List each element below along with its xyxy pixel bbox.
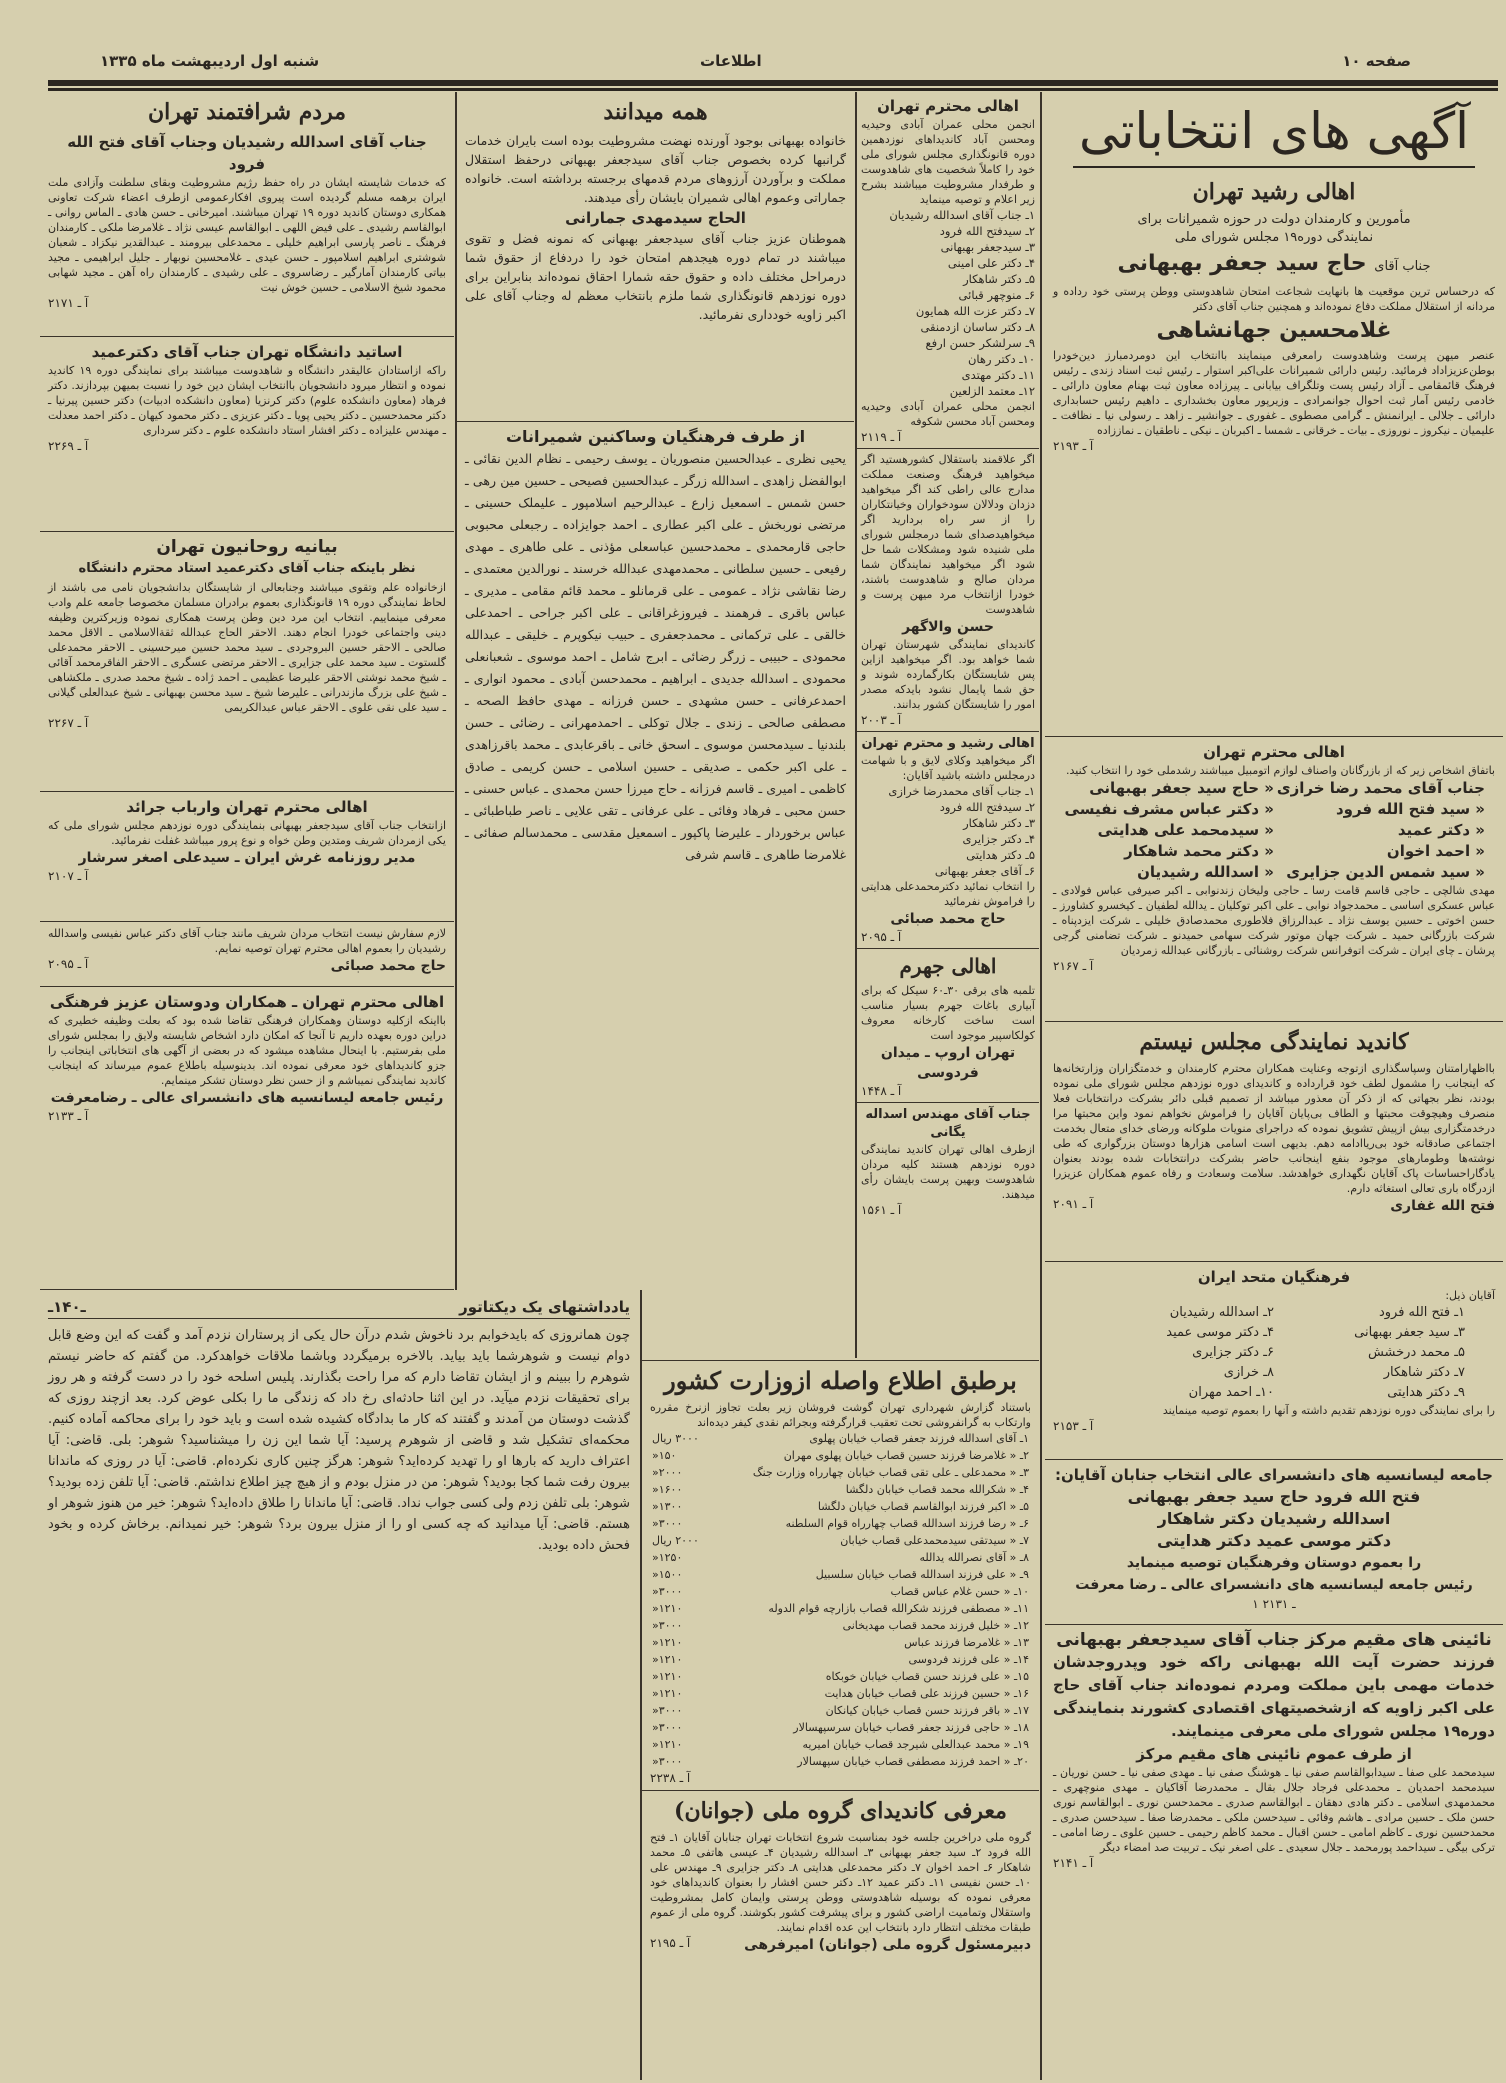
ad-heading: معرفی کاندیدای گروه ملی (جوانان) — [674, 1798, 1007, 1824]
fine-amount: ۱۶۰۰« — [652, 1483, 683, 1496]
ad-body: اگر علاقمند باستقلال کشورهستید اگر میخواهید فرهنگ وصنعت مملکت مدارج عالی راطی کند اگر میخواهید دزدان ودلالان سودخواران وخیانتکاران را از سر راه بردارید اگر میخواهیدصدای شما درمجلس شورای ملی شنیده شود ومشکلات شما حل شود اگر میخواهید نمایندگان شما مردان صالح و شاهدوست باشند، خودرا ازانتخاب مرد میهن پرست و شاهدوست — [861, 453, 1035, 616]
ad-omran-abadi — [857, 92, 1039, 449]
ad-heading: از طرف فرهنگیان وساکنین شمیرانات — [505, 427, 806, 446]
ad-line: را بعموم دوستان وفرهنگیان توصیه مینماید — [1126, 1555, 1422, 1571]
list-item: « دکتر عمید — [1397, 821, 1485, 839]
signature: انجمن محلی عمران آبادی وحیدیه ومحسن آباد محسن شکوفه — [861, 400, 1035, 428]
fine-amount: ۲۰۰۰ ریال — [652, 1534, 699, 1547]
masthead-rule — [48, 80, 1498, 88]
fine-amount: ۱۲۱۰« — [652, 1653, 683, 1666]
list-item: « سیدمحمد علی هدایتی — [1097, 821, 1274, 839]
ad-heading: اهالی محترم تهران — [877, 97, 1019, 115]
fine-amount: ۲۰۰۰« — [652, 1466, 683, 1479]
ad-body: راکه ازاستادان عالیقدر دانشگاه و شاهدوست میباشند برای نمایندگی دوره ۱۹ کاندید نموده و انتظار میرود دانشجویان باانتخاب ایشان دین خود را نسبت بمیهن بپردازند. دکتر فرهاد (معاون دانشکده علوم) دکتر کرنزیا (معاون دانشکده ادبیات) دکتر حسین پیرنیا ـ دکتر محمدحسین ـ دکتر یحیی پویا ـ دکتر عزیزی ـ دکتر محمود کیهان ـ دکتر احمد معدلت ـ مهندس علیزاده ـ دکتر افشار استاد دانشکده علوم ـ دکتر سرداری — [48, 364, 446, 437]
table-row — [650, 1464, 1031, 1481]
list-item: ۱ـ فتح الله فرود — [1378, 1305, 1465, 1320]
ad-lead: فرزند حضرت آیت الله بهبهانی راکه خود وپدروجدشان خدمات مهمی باین مملکت ومردم نموده‌اند جناب آقای حاج علی اکبر زاویه که ازشخصیتهای اقتصادی کشورند بنمایندگی دوره۱۹ مجلس شورای ملی معرفی مینمایند. — [1053, 1653, 1495, 1740]
ad-code: آ ـ ۲۱۵۳ — [1053, 1419, 1094, 1433]
ad-code: آ ـ ۲۰۹۵ — [48, 957, 89, 971]
fine-amount: ۳۰۰۰ ریال — [652, 1432, 699, 1445]
fine-amount: ۱۲۱۰« — [652, 1602, 683, 1615]
ad-code: آ ـ ۲۱۷۱ — [48, 296, 89, 310]
list-item: ۴ـ دکتر موسی عمید — [1166, 1325, 1274, 1340]
butcher-name: ۱ـ آقای اسدالله فرزند جعفر قصاب خیابان پهلوی — [809, 1432, 1029, 1445]
butcher-name: ۶ـ « رضا فرزند اسدالله قصاب چهارراه قوام السلطنه — [785, 1517, 1029, 1530]
ad-body: را برای نمایندگی دوره نوزدهم تقدیم داشته و آنها را بعموم توصیه مینمایند — [1162, 1404, 1495, 1417]
ad-press — [40, 792, 454, 922]
ad-code: آ ـ ۲۱۰۷ — [48, 869, 89, 883]
ad-teacher-colleagues — [40, 987, 454, 1290]
fine-amount: ۱۲۱۰« — [652, 1687, 683, 1700]
table-row — [650, 1430, 1031, 1447]
fine-amount: ۱۲۱۰« — [652, 1738, 683, 1751]
candidate-list — [861, 783, 1035, 879]
list-item: ۹ـ سرلشکر حسن ارفع — [925, 336, 1035, 350]
ad-code: آ ـ ۲۱۶۷ — [1053, 959, 1094, 973]
list-item: جناب آقای محمد رضا خرازی — [1276, 779, 1485, 797]
fine-amount: ۱۳۰۰« — [652, 1500, 683, 1513]
ad-body: کاندیدای نمایندگی شهرستان تهران شما خواهد بود. اگر میخواهید ازاین پس شایستگان بکارگمارده شوند و حق شما پایمال نشود بایدکه مصدر امور را شایستگان کشور بدانند. — [861, 638, 1035, 711]
table-row — [650, 1447, 1031, 1464]
list-item: ۱ـ جناب آقای اسدالله رشیدیان — [889, 208, 1035, 222]
column-divider — [1040, 92, 1042, 2080]
newspaper-name: اطلاعات — [700, 52, 762, 70]
table-row — [650, 1668, 1031, 1685]
serial-title: یادداشتهای یک دیکتاتور — [459, 1298, 630, 1316]
issue-date: شنبه اول اردیبهشت ماه ۱۳۳۵ — [100, 52, 320, 70]
fine-amount: ۱۲۱۰« — [652, 1670, 683, 1683]
ad-body: را انتخاب نمائید دکترمحمدعلی هدایتی را فراموش نفرمائید — [861, 880, 1035, 908]
butcher-name: ۹ـ « علی فرزند اسدالله قصاب خیابان سلسبیل — [815, 1568, 1029, 1581]
table-row — [650, 1498, 1031, 1515]
list-item: ۹ـ دکتر هدایتی — [1387, 1385, 1465, 1400]
ad-subheading: نظر باینکه جناب آقای دکترعمید استاد محترم دانشگاه — [78, 561, 416, 576]
list-item: ۱۲ـ معتمد الزلعین — [949, 384, 1035, 398]
butcher-name: ۸ـ « آقای نصرالله یدالله — [919, 1551, 1029, 1564]
ad-body: بااظهارامتنان وسپاسگذاری ازتوجه وعنایت همکاران محترم کارمندان و خدمتگزاران وزارتخانه‌ها که اینجانب را مشمول لطف خود قرارداده و کاندیدای دوره نوزدهم مجلس شورای ملی نموده بودند، نظر بجهاتی که از ذکر آن معذور میباشد از تصمیم قبلی دائر بشرکت درانتخابات فعلا منصرف وهیچوقت محبتها و الطاف بی‌پایان آقایان را فراموش نخواهم نمود واین محبتها مرا درخدمتگزاری بیش ازپیش تشویق نموده که دراجرای منویات ملوکانه ورضای خدای متعال بخدمت اجتماعی صادقانه خود بی‌ریاادامه دهم. بدیهی است اسامی هزارها دوستان بزرگواری که طی نوشته‌ها وطومارهای موجود بنفع اینجانب حاضر بشرکت درانتخابات شده بودند بعنوان یادگاراحساسات پاک آقایان نگهداری خواهدشد. سلامت وسعادت و رفاه عموم همکاران عزیزرا ازدرگاه باری تعالی استغاثه دارم. — [1053, 1062, 1495, 1195]
ad-heading: بیانیه روحانیون تهران — [156, 537, 338, 557]
ad-line: اسدالله رشیدیان دکتر شاهکار — [1157, 1509, 1391, 1528]
list-item: ۶ـ آقای جعفر بهبهانی — [934, 864, 1035, 878]
signature: مدیر روزنامه غرش ایران ـ سیدعلی اصغر سرشار — [78, 850, 416, 866]
ad-code: آ ـ ۲۱۹۵ — [650, 1936, 691, 1950]
ad-code: آ ـ ۲۰۹۱ — [1053, 1197, 1094, 1211]
list-item: ۳ـ سیدجعفر بهبهانی — [940, 240, 1035, 254]
notice-intro: باستناد گزارش شهرداری تهران گوشت فروشان زیر بعلت تجاوز ازنرخ مقرره وارتکاب به گرانفروشی تحت تعقیب قرارگرفته وبجرائم نقدی کیفر دیده‌اند — [650, 1401, 1031, 1429]
list-item: ۸ـ خرازی — [1223, 1365, 1274, 1380]
signature: حاج محمد صبائی — [330, 958, 446, 974]
ad-code: آ ـ ۲۱۱۹ — [861, 430, 902, 444]
ad-naini-residents — [1045, 1625, 1503, 2080]
ad-body: که درحساس ترین موقعیت ها بانهایت شجاعت امتحان شاهدوستی ووطن پرستی خود رداده و مردانه از استقلال مملکت دفاع نموده‌اند و همچنین جناب آقای دکتر — [1053, 285, 1495, 313]
ad-code: آ ـ ۲۲۶۹ — [48, 439, 89, 453]
ad-code: آ ـ ۱۵۶۱ — [861, 1203, 902, 1217]
ad-line: فتح الله فرود حاج سید جعفر بهبهانی — [1127, 1487, 1421, 1506]
ad-code: آ ـ ۲۰۰۳ — [861, 713, 902, 727]
list-item: « دکتر عباس مشرف نفیسی — [1064, 800, 1274, 818]
list-item: « احمد اخوان — [1386, 842, 1485, 860]
ad-heading: اساتید دانشگاه تهران جناب آقای دکترعمید — [91, 343, 403, 361]
label: جناب آقای — [1374, 259, 1431, 274]
serial-number: ـ۱۴۰ـ — [48, 1298, 86, 1316]
list-item: ۱ـ جناب آقای محمدرضا خرازی — [888, 784, 1035, 798]
bottom-center-column — [642, 1360, 1039, 2077]
ministry-notice — [642, 1361, 1039, 1791]
ad-code: آ ـ ۲۱۹۳ — [1053, 439, 1094, 453]
list-item: ۵ـ دکتر هدایتی — [966, 848, 1035, 862]
butcher-name: ۲۰ـ « احمد فرزند مصطفی قصاب خیابان سپهسالار — [797, 1755, 1029, 1768]
butcher-name: ۱۴ـ « علی فرزند فردوسی — [908, 1653, 1029, 1666]
ad-rashid-tehran — [1045, 92, 1503, 737]
candidate-list — [1053, 1303, 1495, 1403]
table-row — [650, 1481, 1031, 1498]
ad-code: آ ـ ۲۲۶۷ — [48, 716, 89, 730]
signature: رئیس جامعه لیسانسیه های دانشسرای عالی ـ رضامعرفت — [50, 1090, 444, 1106]
table-row — [650, 1753, 1031, 1770]
fine-amount: ۱۲۵۰« — [652, 1551, 683, 1564]
ad-body: مهدی شالچی ـ حاجی قاسم قامت رسا ـ حاجی ولیخان زندنوابی ـ اکبر صیرفی عباس فولادی ـ عباس عسکری اساسی ـ محمدجواد نوابی ـ علی اکبر توکلیان ـ یدالله لطفیان ـ کیخسرو کشاورز ـ حسن اخوتی ـ حسین یوسف نژاد ـ عبدالرزاق فلاطوری محمدصادق خلیلی ـ شرکت ایزدپناه ـ شرکت بازرگانی حمید ـ شرکت جهان موتور شرکت سهامی حمیدنو ـ شرکت تضامنی گرجی پرشان ـ چای ایران ـ شرکت اتوفرانس شرکت روشنائی ـ بازرگانی عبدالله زمردیان — [1053, 884, 1495, 957]
ad-body: گروه ملی دراخرین جلسه خود بمناسبت شروع انتخابات تهران جنابان آقایان ۱ـ فتح الله فرود ۲ـ سید جعفر بهبهانی ۳ـ اسدالله رشیدیان ۴ـ عیسی هاتفی ۵ـ محمد شاهکار ۶ـ احمد اخوان ۷ـ دکتر محمدعلی هدایتی ۸ـ دکتر جزایری ۹ـ مهندس علی ۱۰ـ حسن نفیسی ۱۱ـ دکتر عمید ۱۲ـ دکتر حسن افشار را بعنوان کاندیداهای خود معرفی نموده که بوسیله شاهدوستی ووطن پرستی وایمان کامل بمشروطیت واستقلال وتمامیت اراضی کشور و برای پیشرفت کشور بکوشند. گروه ملی از عموم طبقات مختلف انتظار دارد بانتخاب این عده اقدام نمایند. — [650, 1831, 1031, 1934]
butcher-name: ۲ـ « غلامرضا فرزند حسین قصاب خیابان پهلوی مهران — [783, 1449, 1029, 1462]
ad-heading: نائینی های مقیم مرکز جناب آقای سیدجعفر بهبهانی — [1056, 1630, 1492, 1650]
fine-amount: ۱۲۱۰« — [652, 1636, 683, 1649]
table-row — [650, 1515, 1031, 1532]
ad-not-candidate — [1045, 1022, 1503, 1262]
serial-dictator-memoirs — [40, 1292, 638, 2077]
list-item: ۴ـ دکتر علی امینی — [947, 256, 1035, 270]
ad-code: آ ـ ۲۱۴۱ — [1053, 1856, 1094, 1870]
ad-recommendation — [40, 922, 454, 987]
candidate-list — [861, 207, 1035, 399]
table-row — [650, 1617, 1031, 1634]
fines-table — [650, 1430, 1031, 1770]
column-1 — [40, 92, 454, 1290]
ad-jahrom — [857, 949, 1039, 1103]
ad-body: تلمبه های برقی ۳۰ـ۶۰ سیکل که برای آبیاری باغات جهرم بسیار مناسب است ساخت کارخانه معروف کولکاسپیر موجود است — [861, 984, 1035, 1042]
ad-code: آ ـ ۱۴۴۸ — [861, 1084, 902, 1098]
candidate-name: حاج سید جعفر بهبهانی — [1117, 251, 1367, 276]
table-row — [650, 1583, 1031, 1600]
ad-heading: جناب آقای مهندس اسداله یگانی — [865, 1107, 1031, 1140]
ad-heading: اهالی رشید و محترم تهران — [861, 736, 1035, 751]
list-item: ۲ـ اسدالله رشیدیان — [1169, 1305, 1274, 1320]
ad-body: عنصر میهن پرست وشاهدوست رامعرفی مینمایند باانتخاب این دومردمبارز دین‌خودرا بوطن‌عزیزاداد فرمائید. رئیس دارائی شمیرانات علی‌اکبر استوار ـ رئیس ثبت اسناد زندی ـ رئیس فرهنگ قائمقامی ـ آزاد رئیس پست وتلگراف بیابانی ـ پیرزاده معاون ثبت بهنام معاون دارائی ـ خادمی رئیس آمار ثبت احوال جوانمرادی ـ وزیرپور معاون بخشداری ـ داهیم رئیس حسابداری دارائی ـ جلالی ـ ایرانمنش ـ گرامی مصطوی ـ غفوری ـ جوانشیر ـ زاهد ـ رسولی نیا ـ نظافت ـ علیمیان ـ نیکروز ـ نوروزی ـ بیات ـ خرقانی ـ شمسا ـ اکبربان ـ نیکی ـ ناطقیان ـ نماززاده — [1053, 349, 1495, 437]
butcher-name: ۱۷ـ « باقر فرزند حسن قصاب خیابان کیانکان — [825, 1704, 1029, 1717]
butcher-name: ۷ـ « سیدتقی سیدمحمدعلی قصاب خیابان — [840, 1534, 1029, 1547]
list-item: « سید شمس الدین جزایری — [1286, 863, 1485, 881]
signature: دبیرمسئول گروه ملی (جوانان) امیرفرهی — [744, 1937, 1031, 1953]
ad-rashid-respected — [857, 732, 1039, 949]
ad-graduates-society — [1045, 1460, 1503, 1625]
ad-body: ازخانواده علم وتقوی میباشند وجنابعالی از شایستگان بدانشجویان نامی می باشند از لحاظ نمایندگی دوره ۱۹ قانونگذاری بعموم برادران مسلمان مخصوصا جامعه علم وادب معرفی مینماییم. انتخاب این مرد دین وطن پرست همکاری نموده وزیرکترین وظیفه دینی واجتماعی خودرا انجام دهند. الاحقر الحاج عبدالله ثقةالاسلامی ـ الاقل محمد صالحی ـ الاحقر حسین البروجردی ـ سید محمد حسین میرحسینی ـ الاحقر محمدعلی گلستوت ـ سید محمد علی جزایری ـ الاحقر مرتضی عسگری ـ الاحقر الفاقرمحمد آقائی ـ شیخ محمد نوشتی الاحقر علیرضا عظیمی ـ احمد ژاده ـ شیخ محمد صدری ـ ملکشاهی ـ شیخ علی بزرگ مازندرانی ـ علیرضا شیخ ـ سید محسن بهبهانی ـ شیخ عبدالعلی گیلانی ـ سید علی نقی علوی ـ الاحقر عباس عبدالکریمی — [48, 581, 446, 714]
list-item: ۷ـ دکتر شاهکار — [1383, 1365, 1465, 1380]
ad-code: آ ـ ۲۲۳۸ — [650, 1771, 691, 1785]
list-item: ۱۰ـ احمد مهران — [1188, 1385, 1274, 1400]
ad-code: آ ـ ۲۰۹۵ — [861, 930, 902, 944]
ad-engineer-yegani — [857, 1103, 1039, 1358]
ad-heading: کاندید نمایندگی مجلس نیستم — [1139, 1029, 1409, 1055]
ad-heading: اهالی محترم تهران وارباب جرائد — [126, 798, 368, 816]
ad-valagohar — [857, 449, 1039, 732]
candidate-name: حسن والاگهر — [902, 619, 994, 635]
list-item: ۷ـ دکتر عزت الله همایون — [915, 304, 1035, 318]
ad-honorable-people — [40, 92, 454, 337]
butcher-name: ۱۱ـ « مصطفی فرزند شکرالله قصاب بازارچه قوام الدوله — [768, 1602, 1029, 1615]
ad-body: هموطنان عزیز جناب آقای سیدجعفر بهبهانی که نمونه فضل و تقوی میباشند در تمام دوره هیجدهم امتحان خود را دردفاع از حقوق شما درمراحل مختلف داده و حقوق حقه شمارا احقاق نموده‌اند بنابراین برای دوره نوزدهم قانونگذاری شما ملزم بانتخاب معظم له وجناب آقای علی اکبر زاویه خودداری نفرمائید. — [465, 231, 846, 322]
ad-subheading: مأمورین و کارمندان دولت در حوزه شمیرانات برای نمایندگی دوره۱۹ مجلس شورای ملی — [1137, 212, 1411, 245]
column-3 — [857, 92, 1039, 1358]
ad-heading: همه میدانند — [603, 99, 708, 125]
table-row — [650, 1736, 1031, 1753]
list-item: ۲ـ سیدفتح الله فرود — [939, 800, 1035, 814]
list-item: « دکتر محمد شاهکار — [1124, 842, 1274, 860]
butcher-name: ۱۲ـ « خلیل فرزند محمد قصاب مهدیخانی — [842, 1619, 1029, 1632]
fine-amount: ۳۰۰۰« — [652, 1755, 683, 1768]
ad-lines — [1053, 1486, 1495, 1596]
table-row — [650, 1600, 1031, 1617]
candidate-name: غلامحسین جهانشاهی — [1156, 318, 1392, 343]
page-number: صفحه ۱۰ — [1342, 52, 1411, 70]
fine-amount: ۳۰۰۰« — [652, 1619, 683, 1632]
table-row — [650, 1702, 1031, 1719]
fine-amount: ۳۰۰۰« — [652, 1721, 683, 1734]
ad-everyone-knows — [457, 92, 854, 422]
table-row — [650, 1719, 1031, 1736]
ad-body: خانواده بهبهانی بوجود آورنده نهضت مشروطیت بوده است بایران خدمات گرانبها کرده بخصوص جناب آقای سیدجعفر بهبهانی درحفظ استقلال مملکت و برآوردن آرزوهای مردم قدمهای برجسته برداشته است. خانواده جماراتی وعموم اهالی شمیران بایشان رأی میدهند. — [465, 133, 846, 205]
notice-heading: برطبق اطلاع واصله ازوزارت کشور — [664, 1366, 1017, 1395]
butcher-name: ۱۳ـ « غلامرضا فرزند عباس — [904, 1636, 1029, 1649]
fine-amount: ۳۰۰۰« — [652, 1585, 683, 1598]
section-title: آگهی های انتخاباتی — [1073, 96, 1475, 168]
ad-subheading: جناب آقای اسدالله رشیدیان وجناب آقای فتح الله فرود — [67, 133, 427, 173]
ad-body: باتفاق اشخاص زیر که از بازرگانان واصناف لوازم اتومبیل میباشند رشدملی خود را انتخاب کنید. — [1066, 764, 1495, 777]
butcher-name: ۵ـ « اکبر فرزند ابوالقاسم قصاب خیابان دلگشا — [817, 1500, 1029, 1513]
table-row — [650, 1685, 1031, 1702]
ad-body: اگر میخواهید وکلای لایق و با شهامت درمجلس داشته باشید آقایان: — [861, 754, 1035, 782]
ad-body: ازطرف اهالی تهران کاندید نمایندگی دوره نوزدهم هستند کلیه مردان شاهدوست وبهین پرست بایشان رأی میدهند. — [861, 1143, 1035, 1201]
list-item: « سید فتح الله فرود — [1335, 800, 1485, 818]
ad-heading: فرهنگیان متحد ایران — [1197, 1268, 1351, 1286]
ad-subheading: از طرف عموم نائینی های مقیم مرکز — [1136, 1745, 1412, 1763]
ad-university-professors — [40, 337, 454, 532]
list-item: ۸ـ دکتر ساسان ازدمنقی — [920, 320, 1035, 334]
ad-body: ازانتخاب جناب آقای سیدجعفر بهبهانی بنمایندگی دوره نوزدهم مجلس شورای ملی که یکی ازمردان شریف ومتدین وطن خواه و نوع پرور میباشد غفلت نفرمائید. — [48, 819, 446, 847]
ad-heading: اهالی جهرم — [899, 954, 997, 978]
ad-tehran-merchants — [1045, 737, 1503, 1022]
list-item: ۲ـ سیدفتح الله فرود — [939, 224, 1035, 238]
ad-line: دکتر موسی عمید دکتر هدایتی — [1156, 1531, 1392, 1550]
ad-body: آقایان ذیل: — [1445, 1289, 1495, 1302]
list-item: ۶ـ منوچهر قبائی — [958, 288, 1035, 302]
ad-code: آ ـ ۲۱۳۳ — [48, 1109, 89, 1123]
table-row — [650, 1549, 1031, 1566]
list-item: ۶ـ دکتر جزایری — [1192, 1345, 1274, 1360]
candidate-list — [1053, 778, 1495, 883]
ad-shemiranat-teachers — [457, 422, 854, 1290]
ad-national-youth-group — [642, 1791, 1039, 2077]
right-column — [1045, 92, 1503, 2080]
ad-body: که خدمات شایسته ایشان در راه حفظ رژیم مشروطیت وبقای سلطنت وآزادی ملت ایران برهمه مسلم گردیده است پیروی افکارعمومی ازطرف اعضاء شرکت تعاونی همکاری دوستان کاندید دوره ۱۹ تهران میباشند. امیرخانی ـ حسن هادی ـ الماس روانی ـ ابوالقاسم رشیدی ـ علی فیض اللهی ـ ابوالقاسم عیسی نژاد ـ غلامرضا ملکی ـ کارمندان فرهنگ ـ ناصر پارسی ابراهیم خلیلی ـ محمدعلی بیرومند ـ عبدالقدیر نیکزاد ـ شعبان شوشتری ابراهیم اسلامپور ـ حسن عیدی ـ غلامحسین نوبهار ـ جلیل ابراهیمی ـ مجید بیاتی کارمندان آمارگیر ـ رضاسروی ـ علی رشیدی ـ کارمندان راه آهن ـ مجید شهابی محمود شیخ الاسلامی ـ حسین خوش نیت — [48, 176, 447, 294]
ad-body: انجمن محلی عمران آبادی وحیدیه ومحسن آباد کاندیداهای نوزدهمین دوره قانونگذاری مجلس شورای ملی خود را کاملاً شخصیت های شاهدوست و طرفدار مشروطیت میباشند بشرح زیر اعلام و توصیه مینماید — [861, 118, 1035, 206]
ad-body: لازم سفارش نیست انتخاب مردان شریف مانند جناب آقای دکتر عباس نفیسی واسدالله رشیدیان را بعموم اهالی محترم تهران توصیه نمایم. — [48, 927, 446, 955]
fine-amount: ۳۰۰۰« — [652, 1517, 683, 1530]
butcher-name: ۳ـ « محمدعلی ـ علی تقی قصاب خیابان چهارراه وزارت جنگ — [752, 1466, 1029, 1479]
signature: حاج محمد صبائی — [890, 911, 1006, 927]
serial-body: چون همانروزی که بایدخوابم برد ناخوش شدم درآن حال یکی از پرستاران نزدم آمد و گفت که این وضع قابل دوام نیست و شوهرشما باید بیاید. بالاخره برمیگردد وباشما ملاقات خواهدکرد. من گفتم که حاضر نیستم شوهرم را ببینم و از ایشان تقاضا دارم که مرا راحت بگذارند. پلیس اسلحه خود را در دست گرفته و هر روز برای تحقیقات نزدم میآید. در این اثنا حادثه‌ای رخ داد که زندگی ما را بکلی عوض کرد. بعد ازچند روزی که گذشت دوستان من آمدند و گفتند که کار ما بدادگاه کشیده شده است و باید خود را برای محاکمه آماده کنیم. محکمه‌ای تشکیل شد و قاضی از شوهرم پرسید: آیا شما این زن را میشناسید؟ شوهر: بلی. قاضی: آیا اعتراف دارید که بارها او را تهدید کرده‌اید؟ شوهر: هرگز چنین کاری نکرده‌ام. قاضی: آیا در روزی که ماندانا بیرون رفت شما کجا بودید؟ شوهر: من در منزل بودم و از هیچ چیز اطلاع نداشتم. قاضی: آیا تلفن زده بودید؟ شوهر: بلی تلفن زدم ولی کسی جواب نداد. قاضی: آیا ماندانا را طلاق داده‌اید؟ شوهر: خیر من هنوز شوهر او هستم. قاضی: آیا میدانید که چه کسی او را از منزل بیرون برد؟ شوهر: خیر نمیدانم. برخاش کرده و بخود فحش داده بودید. — [48, 1328, 630, 1553]
list-item: « حاج سید جعفر بهبهانی — [1089, 779, 1274, 797]
list-item: ۵ـ محمد درخشش — [1367, 1345, 1465, 1360]
list-item: ۱۱ـ دکتر مهتدی — [961, 368, 1035, 382]
ad-heading: اهالی رشید تهران — [1192, 179, 1356, 205]
table-row — [650, 1634, 1031, 1651]
list-item: ۳ـ سید جعفر بهبهانی — [1354, 1325, 1465, 1340]
fine-amount: ۱۵۰« — [652, 1449, 677, 1462]
list-item: ۵ـ دکتر شاهکار — [963, 272, 1035, 286]
table-row — [650, 1566, 1031, 1583]
ad-united-teachers — [1045, 1262, 1503, 1460]
butcher-name: ۴ـ « شکرالله محمد قصاب خیابان دلگشا — [845, 1483, 1029, 1496]
butcher-name: ۱۸ـ « حاجی فرزند جعفر قصاب خیابان سرسپهسالار — [793, 1721, 1029, 1734]
table-row — [650, 1651, 1031, 1668]
ad-line: رئیس جامعه لیسانسیه های دانشسرای عالی ـ رضا معرفت — [1075, 1577, 1473, 1593]
signature: تهران اروپ ـ میدان فردوسی — [880, 1045, 1016, 1081]
ad-heading: اهالی محترم تهران ـ همکاران ودوستان عزیز فرهنگی — [49, 993, 445, 1011]
list-item: « اسدالله رشیدیان — [1137, 863, 1274, 881]
list-item: ۱۰ـ دکتر رهان — [967, 352, 1035, 366]
list-item: ۴ـ دکتر جزایری — [962, 832, 1035, 846]
list-item: ۳ـ دکتر شاهکار — [963, 816, 1035, 830]
butcher-name: ۱۶ـ « حسین فرزند علی قصاب خیابان هدایت — [824, 1687, 1029, 1700]
table-row — [650, 1532, 1031, 1549]
ad-heading: جامعه لیسانسیه های دانشسرای عالی انتخاب جنابان آقایان: — [1054, 1466, 1493, 1484]
ad-heading: مردم شرافتمند تهران — [147, 99, 347, 125]
ad-body: سیدمحمد علی صفا ـ سیدابوالقاسم صفی نیا ـ هوشنگ صفی نیا ـ مهدی صفی نیا ـ حسن نوریان ـ سیدمحمد احمدیان ـ محمدعلی فرجاد جلال بقال ـ محمدرضا آقاکیان ـ مهدی منوچهری ـ محمدمهدی اسلامی ـ دکتر هادی دهقان ـ ابوالقاسم صدری ـ محمدحسن نوری ـ ابوالقاسم نوری حسن ملک ـ حسین مرادی ـ هاشم وفائی ـ سیدحسن ملکی ـ محمدرضا صفا ـ سیدحسن صدری ـ محمدحسین نوری ـ کاظم امامی ـ حسن اقبال ـ محمد کاظم رحیمی ـ حسین علوی ـ رضا امامی ـ ترکی بیگی ـ سیداحمد پورمحمد ـ جلال سعیدی ـ علی اصغر نیک ـ تربیت صد امضاء دیگر — [1053, 1766, 1495, 1854]
ad-subheading: الحاج سیدمهدی جمارانی — [565, 209, 746, 227]
butcher-name: ۱۵ـ « علی فرزند حسن قصاب خیابان خوبکاه — [825, 1670, 1029, 1683]
ad-body: یحیی نظری ـ عبدالحسین منصوریان ـ یوسف رحیمی ـ نظام الدین نقائی ـ ابوالفضل زاهدی ـ اسدالله زرگر ـ عبدالحسین فصیحی ـ حسین مین رهی ـ حسن شمس ـ اسمعیل زارع ـ عبدالرحیم اسلامپور ـ علیملک حسینی ـ مرتضی نوربخش ـ علی اکبر عطاری ـ احمد جوایزاده ـ رجبعلی محبوبی حاجی قارمحمدی ـ محمدحسین عباسعلی مؤذنی ـ علی طاهری ـ مهدی رفیعی ـ حسین سلطانی ـ محمدمهدی عبدالله خرسند ـ نورالدین معتمدی ـ رضا نقاشی نژاد ـ عمومی ـ علی قرمانلو ـ محمد قائم مقامی ـ مدیری ـ عباس باقری ـ فرهمند ـ فیروزغراقانی ـ علی اکبر جراحی ـ احمدعلی خالقی ـ علی ترکمانی ـ محمدجعفری ـ حبیب نیکوپرم ـ خلیقی ـ عبدالله محمودی ـ حبیبی ـ زرگر رضائی ـ ابرج شامل ـ احمد موسوی ـ شعبانعلی محمودی ـ اسدالله جدیدی ـ ابراهیم ـ محمدحسن آبادی ـ محمود انواری ـ احمدعرفانی ـ حسن مشهدی ـ حسن فرزانه ـ مهدی حافظ الصحه ـ مصطفی صالحی ـ زندی ـ جلال توکلی ـ احمدمهرانی ـ رضائی ـ حسن بلندنیا ـ سیدمحسن موسوی ـ اسحق خانی ـ باقرعابدی ـ محمد باقرزاهدی ـ علی اکبر حکمی ـ صدیقی ـ حسین اسلامی ـ حسن کریمی ـ صادق کاظمی ـ امیری ـ قاسم فرزانه ـ حاج میرزا حسن محمدی ـ عباس حسنی ـ حسن محبی ـ فرهاد وفائی ـ علی عرفانی ـ تقی علایی ـ ناصر طباطبائی ـ عباس برخوردار ـ علیرضا پاکپور ـ اسمعیل مقدسی ـ محمدسالم صفائی ـ غلامرضا طاهری ـ قاسم شرفی — [465, 451, 846, 862]
ad-code: ۱ ـ ۲۱۳۱ — [1252, 1597, 1296, 1611]
fine-amount: ۱۵۰۰« — [652, 1568, 683, 1581]
butcher-name: ۱۰ـ « حسن غلام عباس قصاب — [890, 1585, 1029, 1598]
signature: فتح الله غفاری — [1390, 1198, 1495, 1214]
ad-clergy-statement — [40, 532, 454, 792]
ad-heading: اهالی محترم تهران — [1203, 743, 1345, 761]
fine-amount: ۳۰۰۰« — [652, 1704, 683, 1717]
ad-body: بااینکه ازکلیه دوستان وهمکاران فرهنگی تقاضا شده بود که بعلت وظیفه خطیری که دراین دوره بعهده داریم تا آنجا که امکان دارد اشخاص شایسته ولایق را بمجلس شورای ملی بفرستیم. با اینحال مشاهده میشود که در بعضی از آگهی های انتخاباتی اینجانب را جزو کاندیداهای خود معرفی نموده اند. بدینوسیله باطلاع عموم میرساند که اینجانب کاندید نمایندگی نمیباشم و از حسن نظر دوستان تشکر مینمایم. — [48, 1014, 446, 1087]
butcher-name: ۱۹ـ « محمد عبدالعلی شیرجد قصاب خیابان امیریه — [802, 1738, 1029, 1751]
